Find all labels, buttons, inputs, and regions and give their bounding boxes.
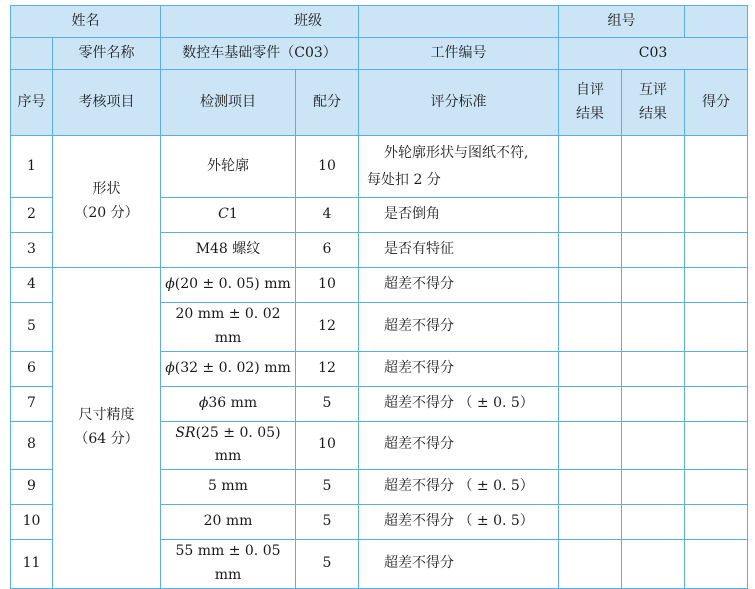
result-cell[interactable] (685, 386, 748, 421)
peer-eval-cell[interactable] (622, 386, 685, 421)
header-peer-eval: 互评 结果 (622, 70, 685, 136)
part-name-label: 零件名称 (53, 38, 161, 70)
class-label: 班级 (161, 6, 359, 38)
self-eval-cell[interactable] (559, 303, 622, 352)
header-category: 考核项目 (53, 70, 161, 136)
row-no: 7 (11, 386, 53, 421)
row-item: C1 (161, 198, 296, 233)
row-criteria: 超差不得分 (359, 351, 559, 386)
peer-eval-cell[interactable] (622, 540, 685, 589)
column-header-row (11, 70, 748, 136)
work-no-value: C03 (559, 38, 748, 70)
self-eval-cell[interactable] (559, 505, 622, 540)
group-value[interactable] (685, 6, 748, 38)
row-score: 5 (296, 470, 359, 505)
result-cell[interactable] (685, 351, 748, 386)
row-item: ϕ(32 ± 0. 02) mm (161, 351, 296, 386)
row-item: M48 螺纹 (161, 233, 296, 268)
result-cell[interactable] (685, 136, 748, 198)
row-score: 10 (296, 421, 359, 470)
group-dimension: 尺寸精度 （64 分） (53, 268, 161, 589)
row-item: 55 mm ± 0. 05 mm (161, 540, 296, 589)
header-seq: 序号 (11, 70, 53, 136)
row-criteria: 超差不得分 (359, 303, 559, 352)
peer-eval-cell[interactable] (622, 198, 685, 233)
row-no: 8 (11, 421, 53, 470)
header-score: 配分 (296, 70, 359, 136)
assessment-table (10, 5, 748, 589)
row-no: 9 (11, 470, 53, 505)
row-item: ϕ36 mm (161, 386, 296, 421)
row-no: 2 (11, 198, 53, 233)
row-criteria: 超差不得分 （ ± 0. 5） (359, 386, 559, 421)
self-eval-cell[interactable] (559, 198, 622, 233)
row-item: 5 mm (161, 470, 296, 505)
self-eval-cell[interactable] (559, 233, 622, 268)
row-no: 5 (11, 303, 53, 352)
row-criteria: 超差不得分 (359, 540, 559, 589)
row-score: 12 (296, 303, 359, 352)
self-eval-cell[interactable] (559, 470, 622, 505)
row-no: 6 (11, 351, 53, 386)
row-score: 12 (296, 351, 359, 386)
result-cell[interactable] (685, 421, 748, 470)
result-cell[interactable] (685, 505, 748, 540)
peer-eval-cell[interactable] (622, 351, 685, 386)
result-cell[interactable] (685, 198, 748, 233)
peer-eval-cell[interactable] (622, 136, 685, 198)
peer-eval-cell[interactable] (622, 303, 685, 352)
self-eval-cell[interactable] (559, 540, 622, 589)
row-no: 3 (11, 233, 53, 268)
row-criteria: 外轮廓形状与图纸不符, 每处扣 2 分 (359, 136, 559, 198)
class-value[interactable] (359, 6, 559, 38)
work-no-label: 工件编号 (359, 38, 559, 70)
row-criteria: 是否倒角 (359, 198, 559, 233)
result-cell[interactable] (685, 268, 748, 303)
name-label: 姓名 (11, 6, 161, 38)
row-item: ϕ(20 ± 0. 05) mm (161, 268, 296, 303)
group-shape: 形状 （20 分） (53, 136, 161, 268)
result-cell[interactable] (685, 303, 748, 352)
row-score: 10 (296, 268, 359, 303)
row-item: 20 mm (161, 505, 296, 540)
header-item: 检测项目 (161, 70, 296, 136)
self-eval-cell[interactable] (559, 386, 622, 421)
peer-eval-cell[interactable] (622, 421, 685, 470)
header-result: 得分 (685, 70, 748, 136)
row-item: 20 mm ± 0. 02 mm (161, 303, 296, 352)
peer-eval-cell[interactable] (622, 505, 685, 540)
info-row-1 (11, 6, 748, 38)
row-item: 外轮廓 (161, 136, 296, 198)
self-eval-cell[interactable] (559, 421, 622, 470)
row-no: 10 (11, 505, 53, 540)
self-eval-cell[interactable] (559, 268, 622, 303)
row-criteria: 超差不得分 （ ± 0. 5） (359, 505, 559, 540)
row-no: 1 (11, 136, 53, 198)
row-score: 5 (296, 386, 359, 421)
row-score: 4 (296, 198, 359, 233)
group-label: 组号 (559, 6, 685, 38)
self-eval-cell[interactable] (559, 351, 622, 386)
peer-eval-cell[interactable] (622, 233, 685, 268)
row-criteria: 是否有特征 (359, 233, 559, 268)
header-criteria: 评分标准 (359, 70, 559, 136)
table-row (11, 268, 748, 303)
info-row-2 (11, 38, 748, 70)
table-row (11, 136, 748, 198)
row-score: 5 (296, 540, 359, 589)
header-self-eval: 自评 结果 (559, 70, 622, 136)
result-cell[interactable] (685, 470, 748, 505)
row-score: 10 (296, 136, 359, 198)
row-no: 4 (11, 268, 53, 303)
row-criteria: 超差不得分 （ ± 0. 5） (359, 470, 559, 505)
result-cell[interactable] (685, 540, 748, 589)
row-criteria: 超差不得分 (359, 268, 559, 303)
row-no: 11 (11, 540, 53, 589)
row-score: 6 (296, 233, 359, 268)
peer-eval-cell[interactable] (622, 268, 685, 303)
self-eval-cell[interactable] (559, 136, 622, 198)
part-name-value: 数控车基础零件（C03） (161, 38, 359, 70)
row-criteria: 超差不得分 (359, 421, 559, 470)
peer-eval-cell[interactable] (622, 470, 685, 505)
row-item: SR(25 ± 0. 05) mm (161, 421, 296, 470)
result-cell[interactable] (685, 233, 748, 268)
row-score: 5 (296, 505, 359, 540)
